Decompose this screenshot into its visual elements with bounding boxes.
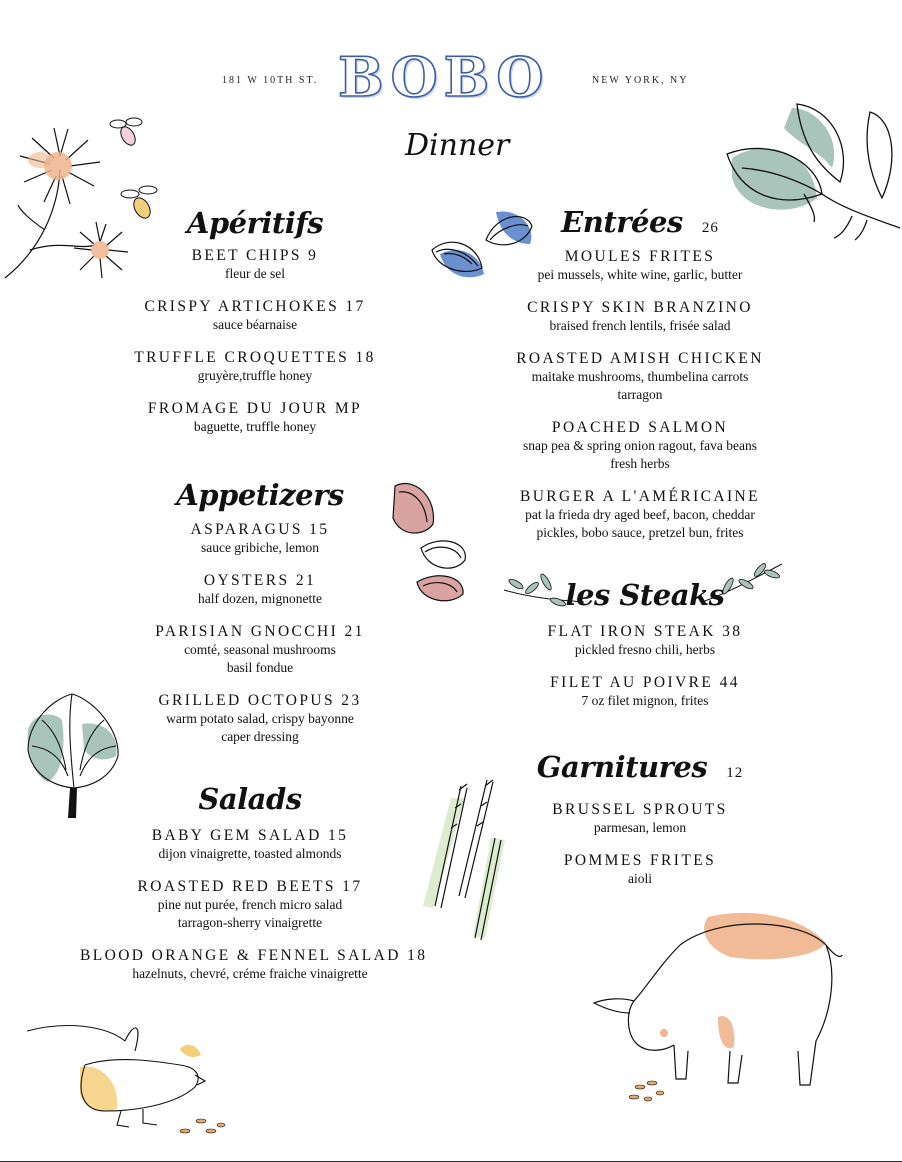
section-salads: [80, 782, 428, 983]
oysters-icon: [385, 478, 475, 613]
menu-item-description: 7 oz filet mignon, frites: [581, 693, 709, 708]
menu-item-description: dijon vinaigrette, toasted almonds: [158, 846, 342, 861]
menu-item-description: snap pea & spring onion ragout, fava beans: [523, 438, 757, 453]
menu-item-description: fresh herbs: [610, 456, 670, 471]
menu-list: [90, 520, 430, 746]
menu-item: [500, 800, 780, 837]
menu-item: [490, 349, 790, 404]
menu-item-description: pei mussels, white wine, garlic, butter: [537, 267, 743, 282]
menu-list: [500, 622, 790, 710]
menu-item-description: pickles, bobo sauce, pretzel bun, frites: [536, 525, 744, 540]
menu-item: [90, 571, 430, 608]
address: 181 W 10TH ST.: [222, 75, 319, 86]
menu-list: [490, 247, 790, 542]
bee-icon: [104, 114, 160, 224]
menu-item-name: FROMAGE DU JOUR MP: [147, 400, 363, 417]
menu-item-description: fleur de sel: [225, 266, 285, 281]
menu-list: [80, 826, 428, 983]
menu-item-name: FLAT IRON STEAK 38: [547, 623, 743, 640]
asparagus-icon: [415, 778, 510, 943]
section-title-steaks: les Steaks: [565, 578, 725, 612]
menu-item-name: PARISIAN GNOCCHI 21: [155, 623, 365, 640]
section-title-salads: Salads: [198, 782, 302, 816]
section-price-entrees: 26: [701, 220, 719, 236]
menu-item: [490, 487, 790, 542]
menu-item-description: hazelnuts, chevré, créme fraiche vinaigrette: [132, 966, 368, 981]
menu-item-name: ROASTED RED BEETS 17: [137, 878, 363, 895]
menu-item-description: pine nut purée, french micro salad: [157, 897, 343, 912]
menu-item-description: pickled fresno chili, herbs: [574, 642, 716, 657]
menu-item: [90, 399, 420, 436]
brand-logo: BOBO: [338, 45, 550, 109]
menu-item-name: BEET CHIPS 9: [191, 247, 319, 264]
menu-list: [500, 800, 780, 888]
section-title-entrees: Entrées: [561, 205, 683, 239]
menu-item-description: caper dressing: [221, 729, 299, 744]
menu-item-name: POMMES FRITES: [563, 852, 717, 869]
menu-item-name: FILET AU POIVRE 44: [550, 674, 740, 691]
menu-item: [90, 691, 430, 746]
menu-item-name: BURGER A L'AMÉRICAINE: [519, 488, 761, 505]
menu-item-name: CRISPY ARTICHOKES 17: [144, 298, 366, 315]
menu-item-description: basil fondue: [226, 660, 294, 675]
menu-item-description: warm potato salad, crispy bayonne: [166, 711, 354, 726]
menu-item-name: GRILLED OCTOPUS 23: [158, 692, 362, 709]
section-garnitures: [500, 750, 780, 888]
menu-title: Dinner: [405, 128, 510, 163]
menu-item: [90, 622, 430, 677]
menu-item-description: baguette, truffle honey: [193, 419, 317, 434]
menu-item-description: parmesan, lemon: [593, 820, 687, 835]
menu-item: [90, 520, 430, 557]
menu-item-name: CRISPY SKIN BRANZINO: [527, 299, 753, 316]
city: NEW YORK, NY: [592, 75, 689, 86]
menu-item-name: ASPARAGUS 15: [190, 521, 330, 538]
menu-item-name: TRUFFLE CROQUETTES 18: [134, 349, 376, 366]
menu-item-description: gruyère,truffle honey: [197, 368, 313, 383]
menu-item: [490, 418, 790, 473]
menu-item: [490, 298, 790, 335]
menu-item-name: OYSTERS 21: [203, 572, 317, 589]
menu-item: [500, 851, 780, 888]
menu-item: [80, 826, 420, 863]
menu-item-description: maitake mushrooms, thumbelina carrots: [531, 369, 749, 384]
menu-item-description: tarragon: [617, 387, 663, 402]
menu-item: [90, 348, 420, 385]
menu-item-name: BLOOD ORANGE & FENNEL SALAD 18: [80, 947, 428, 964]
menu-item-name: BABY GEM SALAD 15: [151, 827, 349, 844]
menu-item-name: BRUSSEL SPROUTS: [552, 801, 728, 818]
menu-item-name: POACHED SALMON: [551, 419, 729, 436]
menu-item: [90, 297, 420, 334]
menu-item-description: sauce béarnaise: [212, 317, 298, 332]
olive-branch-icon: [700, 556, 785, 608]
menu-item: [500, 622, 790, 659]
menu-item-description: aioli: [628, 871, 652, 886]
olive-branch-icon: [502, 560, 587, 610]
menu-item-description: sauce gribiche, lemon: [200, 540, 320, 555]
menu-item-name: ROASTED AMISH CHICKEN: [516, 350, 764, 367]
menu-item-description: tarragon-sherry vinaigrette: [177, 915, 323, 930]
section-price-garnitures: 12: [726, 765, 744, 781]
menu-item: [500, 673, 790, 710]
menu-item: [80, 946, 428, 983]
pig-icon: [590, 905, 845, 1110]
artichoke-icon: [22, 690, 127, 820]
section-title-garnitures: Garnitures: [536, 750, 708, 784]
menu-item-description: braised french lentils, frisée salad: [549, 318, 731, 333]
section-title-appetizers: Appetizers: [176, 478, 344, 512]
mussels-icon: [430, 210, 540, 285]
section-appetizers: [90, 478, 430, 746]
chicken-icon: [25, 1015, 230, 1140]
menu-item-description: pat la frieda dry aged beef, bacon, cheddar: [525, 507, 755, 522]
menu-item-description: comté, seasonal mushrooms: [184, 642, 336, 657]
section-title-aperitifs: Apéritifs: [186, 206, 324, 240]
menu-item-description: half dozen, mignonette: [197, 591, 323, 606]
leaf-sprig-icon: [722, 98, 902, 243]
menu-item-name: MOULES FRITES: [564, 248, 716, 265]
menu-item: [80, 877, 420, 932]
